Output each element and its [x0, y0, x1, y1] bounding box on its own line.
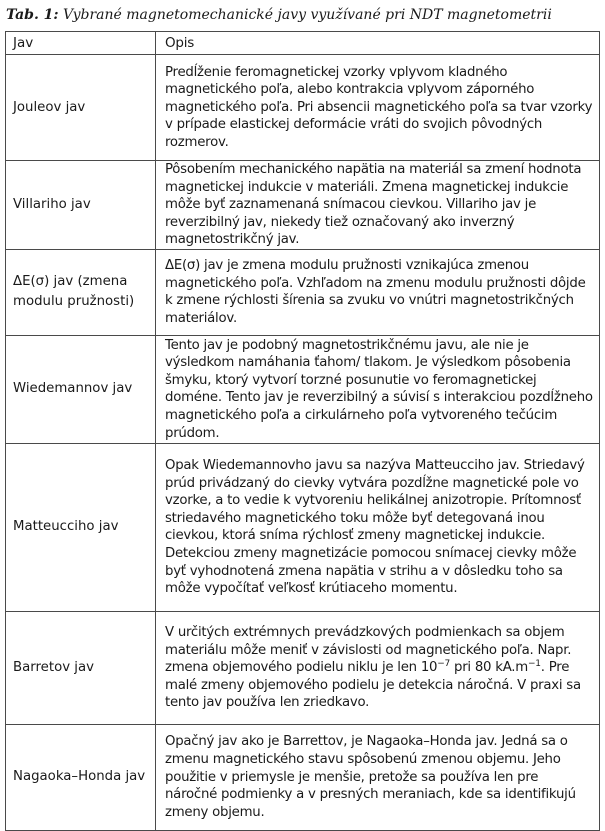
- caption-text: Vybrané magnetomechanické javy využívané pri NDT magnetometrii: [58, 7, 552, 23]
- effect-description: Pôsobením mechanického napätia na materiál sa zmení hodnota magnetickej indukcie v materiáli. Zmena magnetickej indukcie môže byť zaznamenaná snímacou cievkou. Villariho jav je reverzibilný jav, niekedy tiež označovaný ako inverzný magnetostrikčný jav.: [156, 161, 600, 250]
- table-row: [6, 611, 600, 724]
- effect-description: Opak Wiedemannovho javu sa nazýva Matteucciho jav. Striedavý prúd privádzaný do cievky vytvára pozdĺžne magnetické pole vo vzorke, a to vedie k vytvoreniu helikálnej anizotropie. Prítomnosť striedavého magnetického toku môže byť detegovaná inou cievkou, ktorá sníma rýchlosť zmeny magnetickej indukcie. Detekciou zmeny magnetizácie pomocou snímacej cievky môže byť vyhodnotená zmena napätia v strihu a v dôsledku toho sa môže vypočítať veľkosť krútiaceho momentu.: [156, 443, 600, 611]
- effect-description: Opačný jav ako je Barrettov, je Nagaoka–Honda jav. Jedná sa o zmenu magnetického stavu spôsobenú zmenou objemu. Jeho použitie v priemysle je menšie, pretože sa používa len pre náročné podmienky a v presných meraniach, kde sa identifikujú zmeny objemu.: [156, 724, 600, 830]
- effect-name: ΔE(σ) jav (zmena modulu pružnosti): [6, 249, 156, 335]
- effect-name: Matteucciho jav: [6, 443, 156, 611]
- table-caption: [6, 6, 601, 24]
- effect-description: Tento jav je podobný magnetostrikčnému javu, ale nie je výsledkom namáhania ťahom/ tlakom. Je výsledkom pôsobenia šmyku, ktorý vytvorí torzné posunutie vo feromagnetickej doméne. Tento jav je reverzibilný a súvisí s interakciou pozdĺžneho magnetického poľa a cirkulárneho poľa vytvoreného tečúcim prúdom.: [156, 335, 600, 443]
- effect-description-part: V určitých extrémnych prevádzkových podmienkach sa objem materiálu môže meniť v závislosti od magnetického poľa. Napr. zmena objemového podielu niklu je len 10: [165, 624, 572, 676]
- table-row: [6, 724, 600, 830]
- effect-description: Predĺženie feromagnetickej vzorky vplyvom kladného magnetického poľa, alebo kontrakcia vplyvom záporného magnetického poľa. Pri absencii magnetického poľa sa tvar vzorky v prípade elastickej deformácie vráti do svojich pôvodných rozmerov.: [156, 55, 600, 161]
- effect-name: Barretov jav: [6, 611, 156, 724]
- table-row: [6, 443, 600, 611]
- exponent: −1: [528, 659, 541, 670]
- caption-label: Tab. 1:: [6, 7, 59, 23]
- effect-description-part: pri 80 kA.m: [450, 660, 528, 676]
- effect-name: Wiedemannov jav: [6, 335, 156, 443]
- effect-description-part: . Pre malé zmeny objemového podielu je detekcia náročná. V praxi sa tento jav používa len zriedkavo.: [165, 660, 581, 711]
- table-row: [6, 335, 600, 443]
- effect-name: Jouleov jav: [6, 55, 156, 161]
- effect-description: ΔE(σ) jav je zmena modulu pružnosti vznikajúca zmenou magnetického poľa. Vzhľadom na zmenu modulu pružnosti dôjde k zmene rýchlosti šírenia sa zvuku vo vnútri magnetostrikčných materiálov.: [156, 249, 600, 335]
- table-header-row: [6, 32, 600, 55]
- table-row: [6, 55, 600, 161]
- effects-table: [5, 31, 600, 831]
- table-row: [6, 249, 600, 335]
- table-row: [6, 161, 600, 250]
- header-opis: Opis: [156, 32, 600, 55]
- header-jav: Jav: [6, 32, 156, 55]
- effect-name: Villariho jav: [6, 161, 156, 250]
- effect-name: Nagaoka–Honda jav: [6, 724, 156, 830]
- effect-description: [156, 611, 600, 724]
- exponent: −7: [437, 659, 451, 670]
